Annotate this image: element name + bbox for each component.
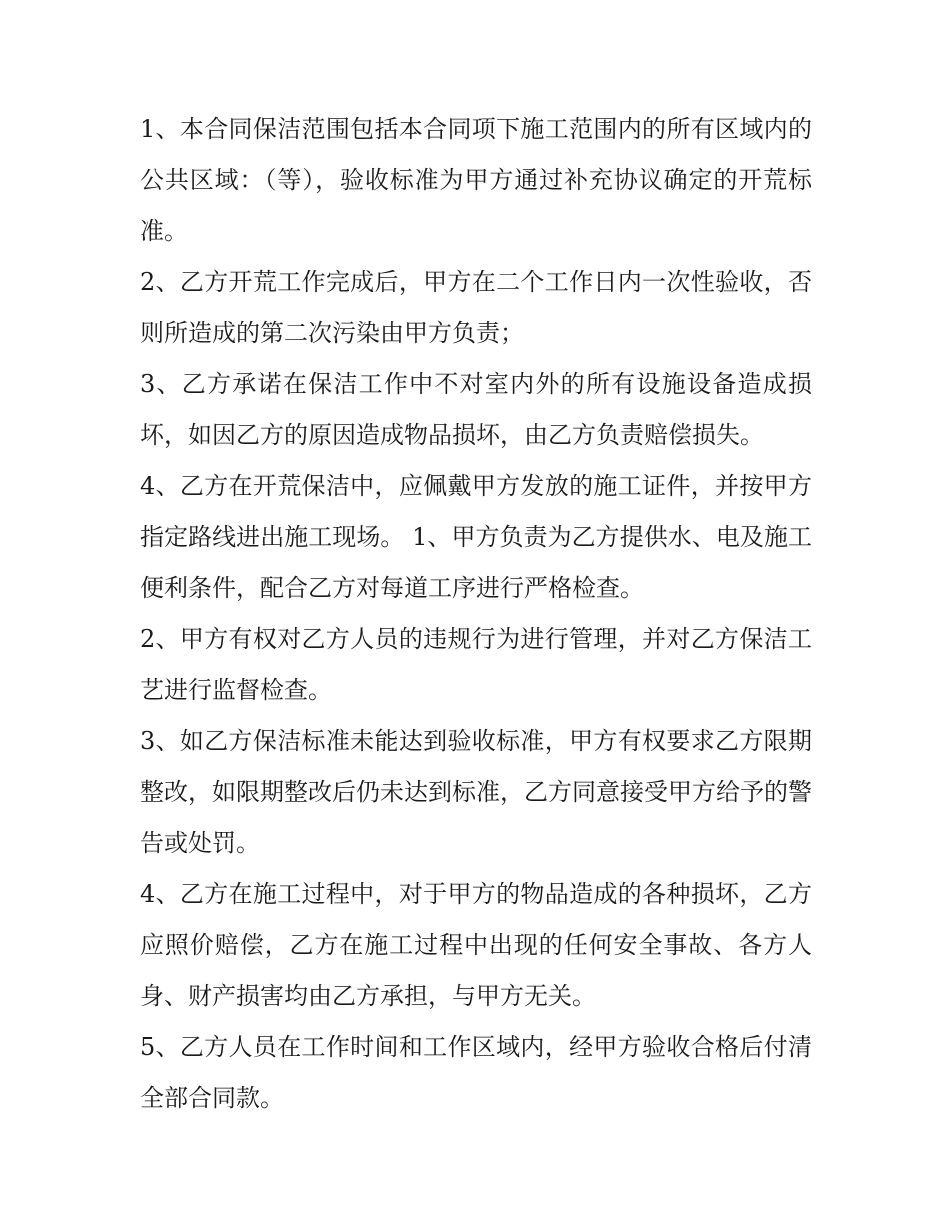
clause-paragraph: 5、乙方人员在工作时间和工作区域内，经甲方验收合格后付清全部合同款。 — [140, 1033, 812, 1112]
document-body — [140, 104, 812, 1124]
clause-paragraph: 3、如乙方保洁标准未能达到验收标准，甲方有权要求乙方限期整改，如限期整改后仍未达到标准，乙方同意接受甲方给予的警告或处罚。 — [140, 727, 812, 857]
clause-paragraph: 4、乙方在开荒保洁中，应佩戴甲方发放的施工证件，并按甲方指定路线进出施工现场。 1、甲方负责为乙方提供水、电及施工便利条件，配合乙方对每道工序进行严格检查。 — [140, 472, 812, 602]
clause-paragraph: 2、乙方开荒工作完成后，甲方在二个工作日内一次性验收，否则所造成的第二次污染由甲方负责； — [140, 268, 812, 347]
clause-paragraph: 4、乙方在施工过程中，对于甲方的物品造成的各种损坏，乙方应照价赔偿，乙方在施工过程中出现的任何安全事故、各方人身、财产损害均由乙方承担，与甲方无关。 — [140, 880, 812, 1010]
clause-paragraph: 2、甲方有权对乙方人员的违规行为进行管理，并对乙方保洁工艺进行监督检查。 — [140, 625, 812, 704]
clause-paragraph: 3、乙方承诺在保洁工作中不对室内外的所有设施设备造成损坏，如因乙方的原因造成物品损坏，由乙方负责赔偿损失。 — [140, 370, 812, 449]
clause-paragraph: 1、本合同保洁范围包括本合同项下施工范围内的所有区域内的公共区域：（等），验收标准为甲方通过补充协议确定的开荒标准。 — [140, 115, 812, 245]
